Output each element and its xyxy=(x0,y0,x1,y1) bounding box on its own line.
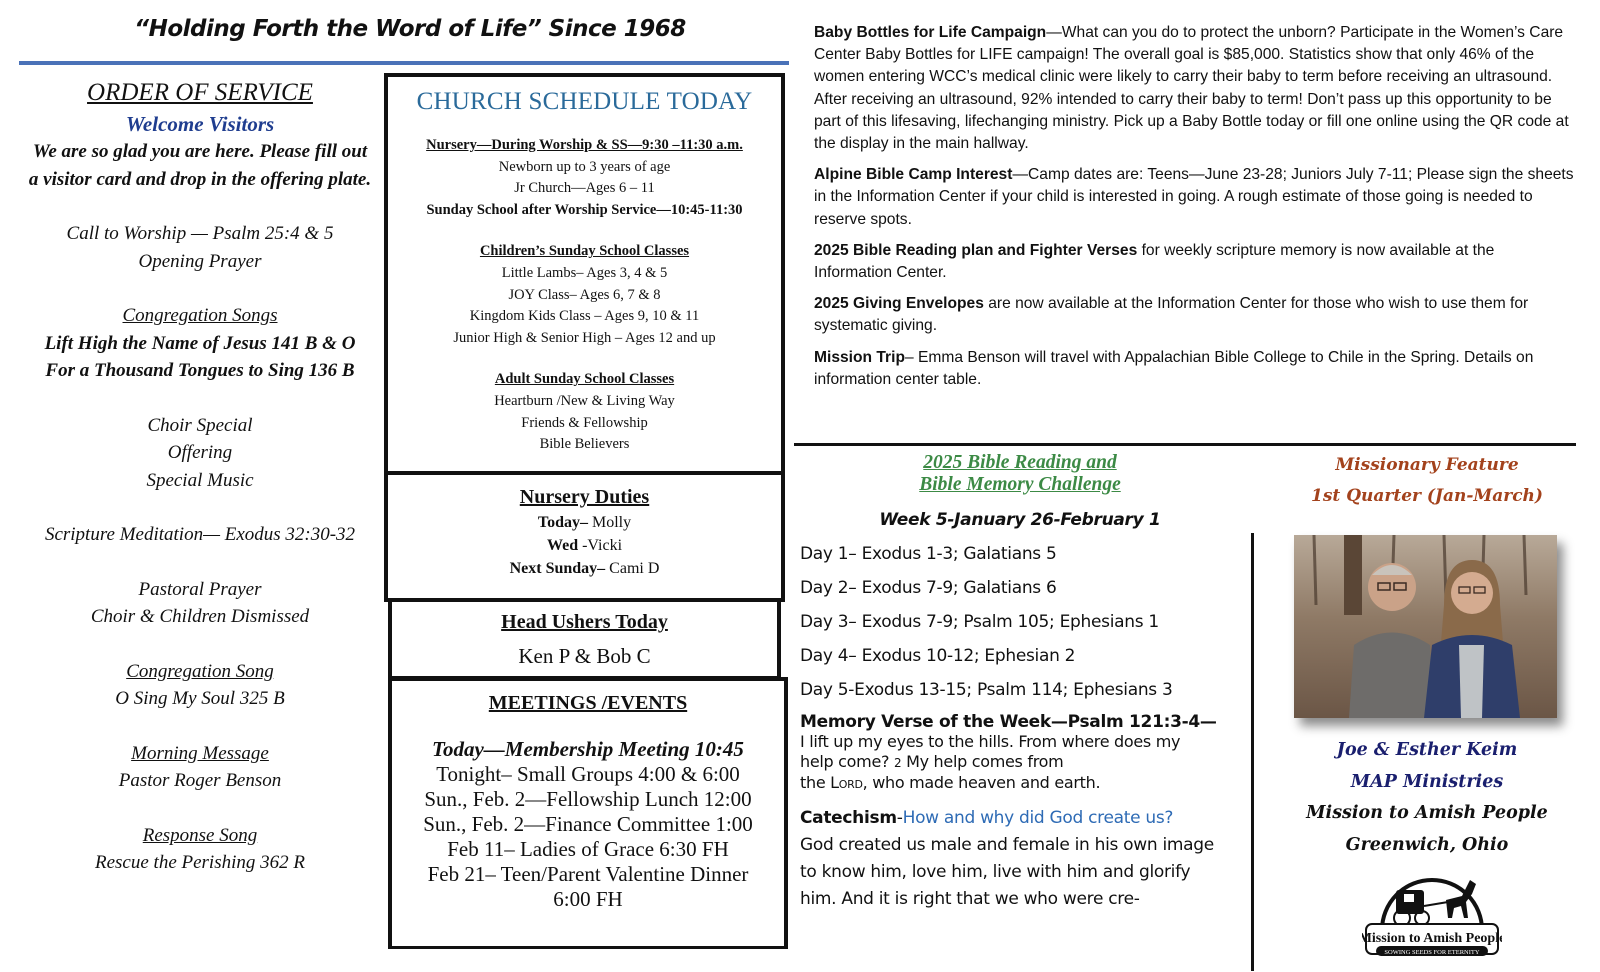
meeting-item: Sun., Feb. 2—Finance Committee 1:00 xyxy=(423,812,753,836)
service-heading: Congregation Songs xyxy=(122,305,278,326)
missionary-couple-photo xyxy=(1294,535,1557,718)
meeting-item: Sun., Feb. 2—Fellowship Lunch 12:00 xyxy=(424,787,752,811)
service-item: Lift High the Name of Jesus 141 B & O xyxy=(44,332,356,354)
meetings-title: MEETINGS /EVENTS xyxy=(488,692,688,714)
meetings-events-box xyxy=(388,677,788,949)
schedule-heading: Children’s Sunday School Classes xyxy=(479,243,690,260)
reading-day: Day 2– Exodus 7-9; Galatians 6 xyxy=(800,578,1057,598)
schedule-heading: Adult Sunday School Classes xyxy=(494,371,675,388)
mission-logo xyxy=(1362,872,1502,967)
service-item: Choir & Children Dismissed xyxy=(90,606,310,627)
head-ushers-box xyxy=(388,598,781,680)
missionary-heading: Missionary Feature xyxy=(1335,455,1519,475)
nursery-duties-title: Nursery Duties xyxy=(519,486,650,508)
catechism-answer: God created us male and female in his own image to know him, love him, live with him and glorify him. And it is right that we who were cre- xyxy=(800,835,1214,909)
missionary-photo xyxy=(1294,535,1557,718)
missionary-heading: 1st Quarter (Jan-March) xyxy=(1311,486,1543,506)
missionary-ministry: MAP Ministries xyxy=(1350,771,1504,792)
announcement: Mission Trip– Emma Benson will travel with Appalachian Bible College to Chile in the Spring. Details on information center table. xyxy=(814,348,1534,388)
catechism-label: Catechism xyxy=(800,808,897,828)
schedule-heading: Nursery—During Worship & SS—9:30 –11:30 a.m. xyxy=(426,137,743,153)
order-of-service-title: ORDER OF SERVICE xyxy=(87,79,313,106)
column-divider xyxy=(1251,533,1254,971)
service-item: Call to Worship — Psalm 25:4 & 5 xyxy=(66,223,334,244)
schedule-item: Sunday School after Worship Service—10:45-11:30 xyxy=(426,201,743,218)
duty-row: Today– Molly xyxy=(537,514,632,531)
bible-reading-title: Bible Memory Challenge xyxy=(919,474,1121,495)
missionary-names: Joe & Esther Keim xyxy=(1336,740,1518,760)
missionary-location: Greenwich, Ohio xyxy=(1345,834,1509,855)
service-item: Offering xyxy=(167,442,233,463)
reading-day: Day 5-Exodus 13-15; Psalm 114; Ephesians 3 xyxy=(800,680,1173,700)
header-rule xyxy=(19,61,789,65)
schedule-item: Junior High & Senior High – Ages 12 and up xyxy=(453,329,716,346)
announcement: 2025 Bible Reading plan and Fighter Verses for weekly scripture memory is now available at the Information Center. xyxy=(814,241,1495,282)
logo-text: Mission to Amish People xyxy=(1362,931,1502,946)
order-of-service xyxy=(20,76,380,877)
duty-row: Next Sunday– Cami D xyxy=(509,560,660,577)
service-heading: Morning Message xyxy=(131,742,269,764)
missionary-organization: Mission to Amish People xyxy=(1306,803,1548,823)
service-heading: Response Song xyxy=(142,824,258,846)
section-divider xyxy=(794,443,1576,446)
service-item: O Sing My Soul 325 B xyxy=(115,688,285,709)
schedule-item: Bible Believers xyxy=(539,436,630,453)
logo-tagline: SOWING SEEDS FOR ETERNITY xyxy=(1384,949,1480,956)
announcement: 2025 Giving Envelopes are now available at the Information Center for those who wish to use them for systematic giving. xyxy=(814,295,1529,335)
announcements xyxy=(814,22,1574,400)
service-item: Rescue the Perishing 362 R xyxy=(94,852,305,873)
head-ushers-names: Ken P & Bob C xyxy=(518,644,651,668)
schedule-item: Little Lambs– Ages 3, 4 & 5 xyxy=(501,264,668,281)
missionary-details xyxy=(1262,735,1592,861)
welcome-text: a visitor card and drop in the offering plate. xyxy=(28,168,372,190)
bible-reading-title: 2025 Bible Reading and xyxy=(923,452,1117,473)
service-item: Choir Special xyxy=(147,414,253,436)
schedule-item: Newborn up to 3 years of age xyxy=(498,158,671,175)
church-schedule-box xyxy=(384,73,785,475)
schedule-item: Heartburn /New & Living Way xyxy=(494,392,675,409)
schedule-item: Jr Church—Ages 6 – 11 xyxy=(514,180,655,197)
service-item: Pastoral Prayer xyxy=(138,578,262,600)
reading-day: Day 3– Exodus 7-9; Psalm 105; Ephesians 1 xyxy=(800,612,1159,632)
head-ushers-title: Head Ushers Today xyxy=(501,611,668,633)
announcement: Alpine Bible Camp Interest—Camp dates are: Teens—June 23-28; Juniors July 7-11; Please sign the sheets in the Information Center if your child is interested in going. A rough estimate of those going is needed to reserve spots. xyxy=(814,166,1574,228)
meeting-item: Tonight– Small Groups 4:00 & 6:00 xyxy=(436,762,740,786)
meeting-item: 6:00 FH xyxy=(553,887,623,911)
catechism-question: How and why did God create us? xyxy=(902,808,1174,828)
reading-week: Week 5-January 26-February 1 xyxy=(879,510,1161,530)
church-schedule-title: CHURCH SCHEDULE TODAY xyxy=(416,88,753,115)
duty-row: Wed -Vicki xyxy=(546,537,623,554)
service-item: For a Thousand Tongues to Sing 136 B xyxy=(45,360,355,381)
reading-day: Day 4– Exodus 10-12; Ephesian 2 xyxy=(800,646,1076,666)
church-motto: “Holding Forth the Word of Life” Since 1968 xyxy=(134,16,686,42)
nursery-duties-box xyxy=(384,471,785,602)
service-item: Opening Prayer xyxy=(138,250,262,272)
service-item: Special Music xyxy=(146,469,254,491)
catechism: Catechism-How and why did God create us? God created us male and female in his own image to know him, love him, live with him and glorify him. And it is right that we who were cre- xyxy=(800,805,1240,913)
memory-verse-text: I lift up my eyes to the hills. From where does my help come? 2 My help comes from the Lord, who made heaven and earth. xyxy=(800,732,1181,792)
schedule-item: Friends & Fellowship xyxy=(521,414,648,431)
announcement: Baby Bottles for Life Campaign—What can you do to protect the unborn? Participate in the Women’s Care Center Baby Bottles for LIFE campaign! The overall goal is $85,000. Statistics show that only 46% of the women entering WCC’s medical clinic were likely to carry their baby to term before receiving an ultrasound. After receiving an ultrasound, 92% intended to carry their baby to term! Don’t pass up this opportunity to be part of this lifesaving, lifechanging ministry. Pick up a Baby Bottle today or fill one online using the QR code at the display in the main hallway. xyxy=(814,24,1569,153)
meeting-highlight: Today—Membership Meeting 10:45 xyxy=(432,737,744,761)
memory-verse-label: Memory Verse of the Week—Psalm 121:3-4— xyxy=(800,712,1217,732)
missionary-feature xyxy=(1262,450,1592,512)
service-item: Pastor Roger Benson xyxy=(118,770,282,791)
horse-buggy-logo-icon xyxy=(1362,872,1502,967)
schedule-item: Kingdom Kids Class – Ages 9, 10 & 11 xyxy=(469,308,700,325)
meeting-item: Feb 21– Teen/Parent Valentine Dinner xyxy=(427,862,749,886)
schedule-item: JOY Class– Ages 6, 7 & 8 xyxy=(508,286,661,303)
service-item: Scripture Meditation— Exodus 32:30-32 xyxy=(44,524,356,545)
service-heading: Congregation Song xyxy=(126,660,274,682)
meeting-item: Feb 11– Ladies of Grace 6:30 FH xyxy=(447,837,729,861)
welcome-heading: Welcome Visitors xyxy=(125,112,275,136)
bible-reading-section xyxy=(800,452,1240,913)
welcome-text: We are so glad you are here. Please fill out xyxy=(32,141,368,162)
reading-day: Day 1– Exodus 1-3; Galatians 5 xyxy=(800,544,1057,564)
